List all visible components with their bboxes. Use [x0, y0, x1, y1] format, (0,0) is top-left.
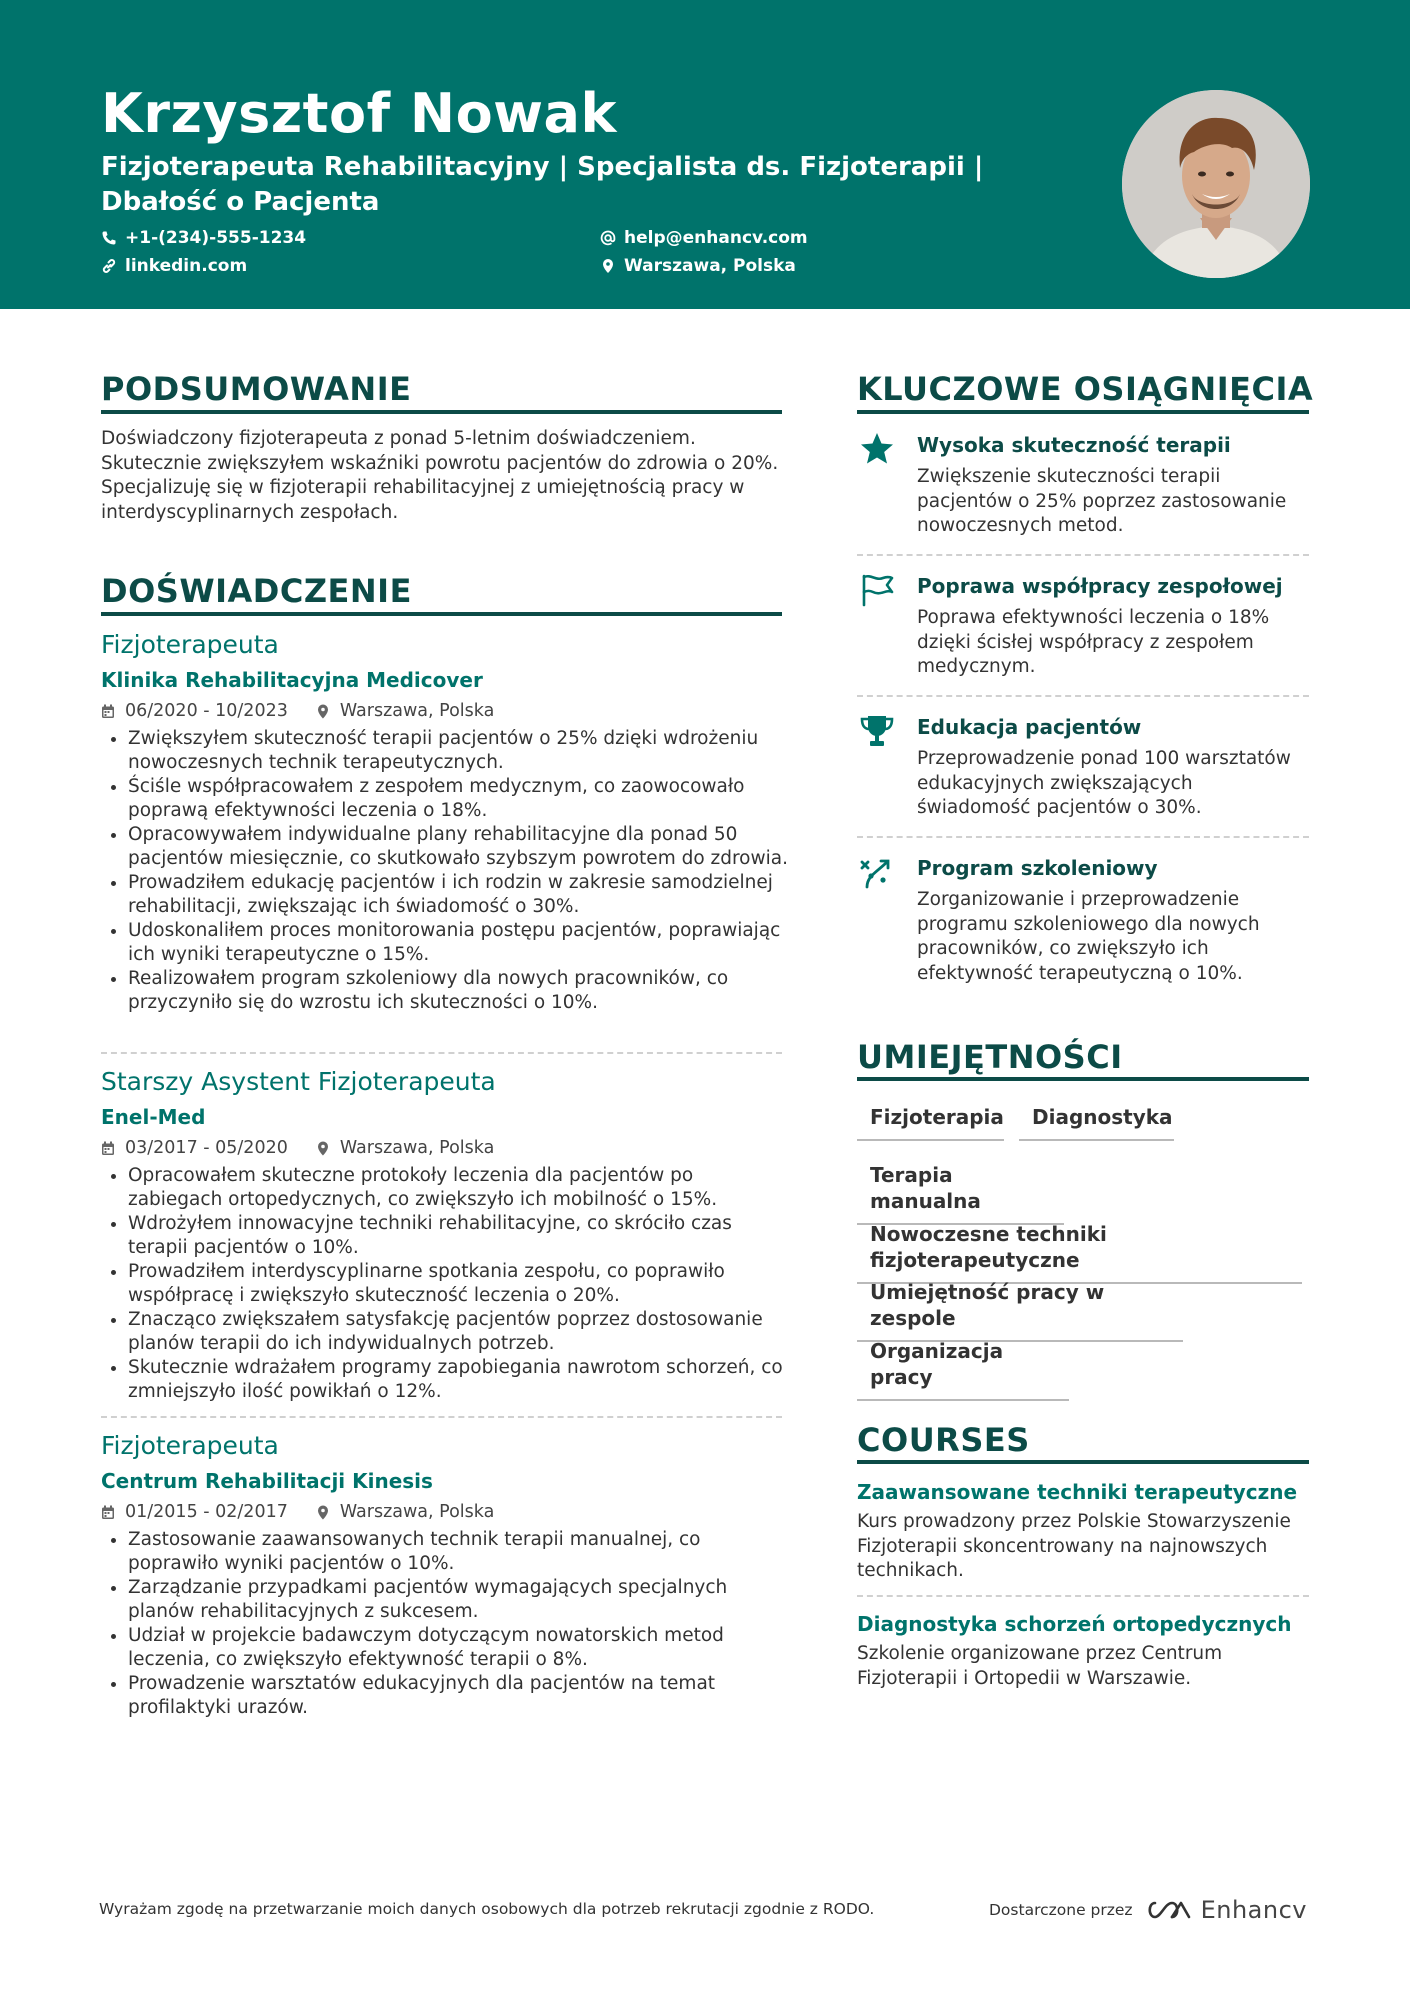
candidate-name: Krzysztof Nowak [101, 82, 617, 145]
job-location [316, 1500, 494, 1524]
job-company: Klinika Rehabilitacyjna Medicover [101, 668, 483, 692]
location-pin-icon [316, 1505, 330, 1520]
achievement-title: Program szkoleniowy [917, 856, 1158, 880]
skill-tag: Fizjoterapia [857, 1104, 1004, 1141]
location-text: Warszawa, Polska [624, 256, 796, 276]
contact-email[interactable] [600, 228, 808, 248]
job-title: Starszy Asystent Fizjoterapeuta [101, 1067, 496, 1096]
job-bullet: • Wdrożyłem innowacyjne techniki rehabilitacyjne, co skróciło czas terapii pacjentów o 10%. [128, 1212, 791, 1260]
job-meta [101, 1500, 791, 1524]
calendar-icon [101, 704, 115, 719]
achievement-item [857, 431, 1309, 539]
job-dates: 06/2020 - 10/2023 [125, 701, 288, 721]
skill-tag: Terapia manualna [857, 1162, 1064, 1225]
achievement-desc: Zwiększenie skuteczności terapii pacjentów o 25% poprzez zastosowanie nowoczesnych metod. [917, 466, 1287, 536]
achievement-item [857, 854, 1309, 986]
job-bullet: • Udział w projekcie badawczym dotyczącym nowatorskich metod leczenia, co zwiększyło efektywność terapii o 8%. [128, 1624, 791, 1672]
course-title: Diagnostyka schorzeń ortopedycznych [857, 1612, 1292, 1636]
contact-phone[interactable] [101, 228, 306, 248]
profile-photo [1122, 90, 1310, 278]
job-location-text: Warszawa, Polska [339, 1502, 495, 1522]
job-location-text: Warszawa, Polska [339, 1138, 495, 1158]
job-entry [101, 629, 791, 1015]
achievement-title: Edukacja pacjentów [917, 715, 1142, 739]
linkedin-text: linkedin.com [125, 256, 248, 276]
achievement-divider [857, 836, 1309, 838]
achievement-title: Wysoka skuteczność terapii [917, 433, 1231, 457]
email-text: help@enhancv.com [624, 228, 808, 248]
job-location-text: Warszawa, Polska [339, 701, 495, 721]
experience-rule [101, 612, 782, 616]
star-icon [859, 431, 895, 467]
achievements-heading: KLUCZOWE OSIĄGNIĘCIA [857, 370, 1314, 408]
achievement-item [857, 713, 1309, 821]
flag-icon [859, 572, 895, 608]
job-bullet: • Zastosowanie zaawansowanych technik terapii manualnej, co poprawiło wyniki pacjentów o 10%. [128, 1528, 791, 1576]
skill-tag: Diagnostyka [1019, 1104, 1174, 1141]
job-title: Fizjoterapeuta [101, 1431, 279, 1460]
skill-tag: Umiejętność pracy w zespole [857, 1279, 1183, 1342]
job-location [316, 699, 494, 723]
job-bullet: • Opracowywałem indywidualne plany rehabilitacyjne dla ponad 50 pacjentów miesięcznie, co skutkowało szybszym powrotem do zdrowia. [128, 823, 791, 871]
skills-rule [857, 1077, 1309, 1081]
job-entry [101, 1430, 791, 1720]
course-desc: Szkolenie organizowane przez Centrum Fizjoterapii i Ortopedii w Warszawie. [857, 1643, 1223, 1689]
job-company: Enel-Med [101, 1105, 206, 1129]
job-dates: 03/2017 - 05/2020 [125, 1138, 288, 1158]
skill-tag: Nowoczesne techniki fizjoterapeutyczne [857, 1221, 1302, 1284]
job-bullets [101, 727, 791, 1015]
summary-text: Doświadczony fizjoterapeuta z ponad 5-letnim doświadczeniem. Skutecznie zwiększyłem wskaźniki powrotu pacjentów do zdrowia o 20%. Specjalizuję się w fizjoterapii rehabilitacyjnej z umiejętnością pracy w interdyscyplinarnych zespołach. [101, 428, 779, 523]
phone-text: +1-(234)-555-1234 [125, 228, 307, 248]
courses-heading: COURSES [857, 1421, 1030, 1459]
achievement-title: Poprawa współpracy zespołowej [917, 574, 1283, 598]
summary-rule [101, 410, 782, 414]
location-pin-icon [316, 1141, 330, 1156]
experience-heading: DOŚWIADCZENIE [101, 572, 412, 610]
achievements-rule [857, 410, 1309, 414]
skills-heading: UMIEJĘTNOŚCI [857, 1038, 1123, 1076]
job-bullet: • Udoskonaliłem proces monitorowania postępu pacjentów, poprawiając ich wyniki terapeutyczne o 15%. [128, 919, 791, 967]
enhancv-brand: Enhancv [1200, 1896, 1307, 1924]
contact-location [600, 256, 796, 276]
course-item [857, 1478, 1309, 1584]
job-bullet: • Prowadzenie warsztatów edukacyjnych dla pacjentów na temat profilaktyki urazów. [128, 1672, 791, 1720]
courses-rule [857, 1460, 1309, 1464]
achievement-divider [857, 554, 1309, 556]
achievement-desc: Zorganizowanie i przeprowadzenie programu szkoleniowego dla nowych pracowników, co zwiększyło ich efektywność terapeutyczną o 10%. [917, 889, 1260, 984]
phone-icon [101, 230, 117, 246]
job-bullet: • Znacząco zwiększałem satysfakcję pacjentów poprzez dostosowanie planów terapii do ich indywidualnych potrzeb. [128, 1308, 791, 1356]
job-bullet: • Opracowałem skuteczne protokoły leczenia dla pacjentów po zabiegach ortopedycznych, co zwiększyło ich mobilność o 15%. [128, 1164, 791, 1212]
summary-heading: PODSUMOWANIE [101, 370, 412, 408]
powered-by[interactable] [989, 1896, 1307, 1924]
job-bullet: • Skutecznie wdrażałem programy zapobiegania nawrotom schorzeń, co zmniejszyło ilość powikłań o 12%. [128, 1356, 791, 1404]
job-entry [101, 1066, 791, 1404]
job-bullet: • Prowadziłem edukację pacjentów i ich rodzin w zakresie samodzielnej rehabilitacji, zwiększając ich świadomość o 30%. [128, 871, 791, 919]
achievement-divider [857, 695, 1309, 697]
course-title: Zaawansowane techniki terapeutyczne [857, 1480, 1298, 1504]
achievement-desc: Poprawa efektywności leczenia o 18% dzięki ścisłej współpracy z zespołem medycznym. [917, 607, 1270, 677]
skill-tag: Organizacja pracy [857, 1338, 1069, 1401]
job-bullets [101, 1528, 791, 1720]
header-banner [0, 0, 1410, 309]
job-bullets [101, 1164, 791, 1404]
job-company: Centrum Rehabilitacji Kinesis [101, 1469, 433, 1493]
gdpr-consent: Wyrażam zgodę na przetwarzanie moich danych osobowych dla potrzeb rekrutacji zgodnie z RODO. [99, 1900, 875, 1918]
calendar-icon [101, 1141, 115, 1156]
calendar-icon [101, 1505, 115, 1520]
powered-by-label: Dostarczone przez [989, 1901, 1133, 1919]
job-divider [101, 1052, 782, 1054]
job-bullet: • Zwiększyłem skuteczność terapii pacjentów o 25% dzięki wdrożeniu nowoczesnych technik terapeutycznych. [128, 727, 791, 775]
contact-linkedin[interactable] [101, 256, 247, 276]
strategy-icon [859, 854, 895, 890]
job-title: Fizjoterapeuta [101, 630, 279, 659]
job-bullet: • Zarządzanie przypadkami pacjentów wymagających specjalnych planów rehabilitacyjnych z sukcesem. [128, 1576, 791, 1624]
trophy-icon [859, 713, 895, 749]
location-pin-icon [316, 704, 330, 719]
course-desc: Kurs prowadzony przez Polskie Stowarzyszenie Fizjoterapii skoncentrowany na najnowszych technikach. [857, 1511, 1291, 1581]
job-divider [101, 1416, 782, 1418]
job-bullet: • Ściśle współpracowałem z zespołem medycznym, co zaowocowało poprawą efektywności leczenia o 18%. [128, 775, 791, 823]
job-bullet: • Prowadziłem interdyscyplinarne spotkania zespołu, co poprawiło współpracę i zwiększyło skuteczność leczenia o 20%. [128, 1260, 791, 1308]
job-dates: 01/2015 - 02/2017 [125, 1502, 288, 1522]
achievement-item [857, 572, 1309, 680]
job-location [316, 1136, 494, 1160]
course-divider [857, 1595, 1309, 1597]
enhancv-logo-icon [1145, 1898, 1191, 1922]
achievement-desc: Przeprowadzenie ponad 100 warsztatów edukacyjnych zwiększających świadomość pacjentów o 30%. [917, 748, 1291, 818]
course-item [857, 1610, 1309, 1691]
job-meta [101, 1136, 791, 1160]
at-icon [600, 230, 616, 246]
link-icon [101, 258, 117, 274]
job-meta [101, 699, 791, 723]
candidate-headline: Fizjoterapeuta Rehabilitacyjny | Specjalista ds. Fizjoterapii | Dbałość o Pacjenta [101, 152, 984, 217]
job-bullet: • Realizowałem program szkoleniowy dla nowych pracowników, co przyczyniło się do wzrostu ich skuteczności o 10%. [128, 967, 791, 1015]
location-pin-icon [600, 258, 616, 274]
